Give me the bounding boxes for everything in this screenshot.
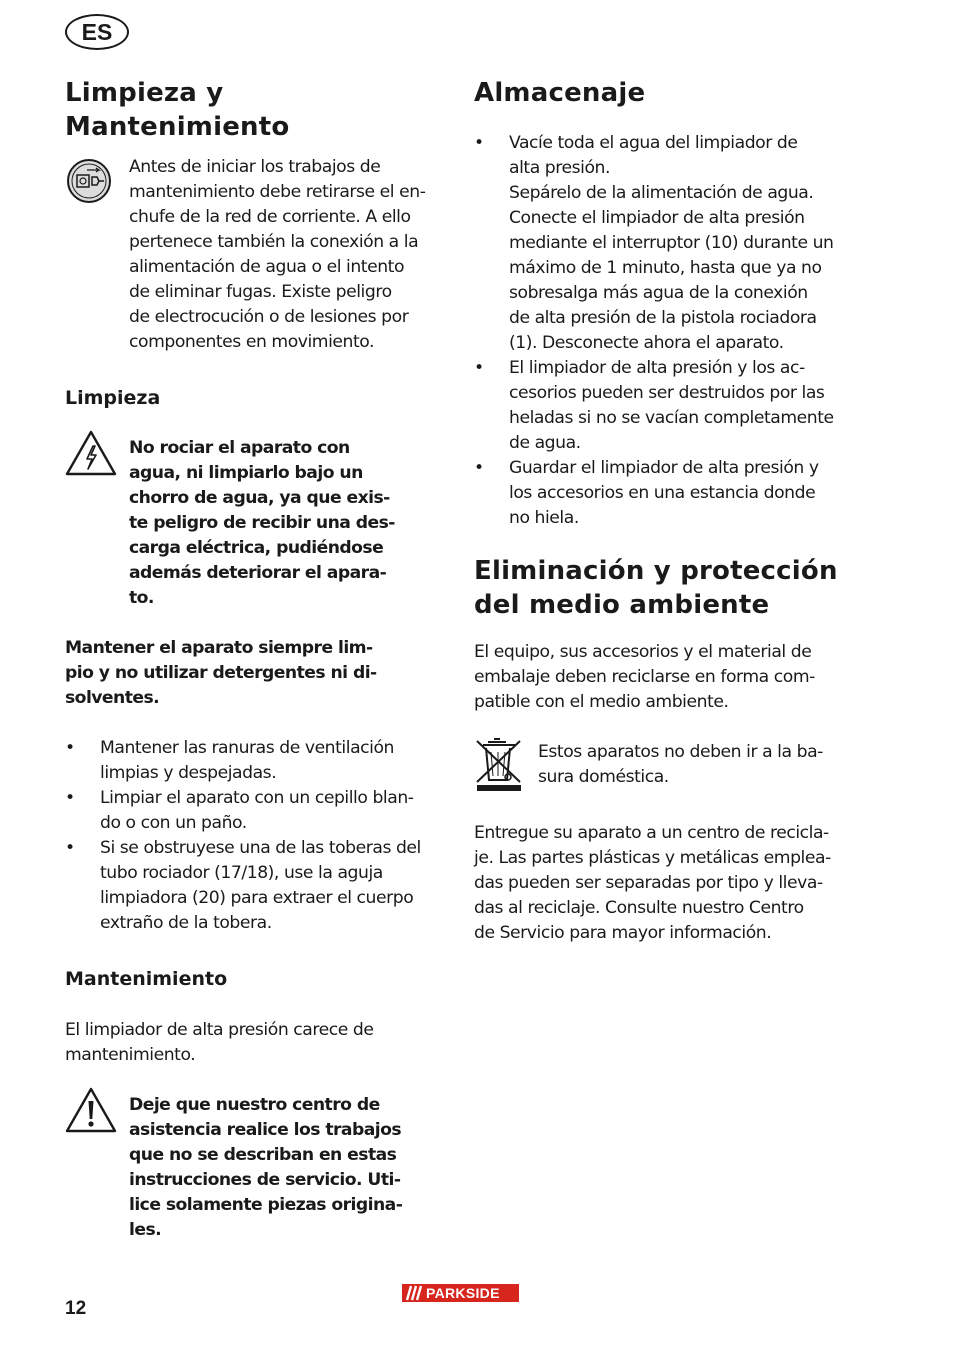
text-line: los accesorios en una estancia donde (509, 483, 816, 503)
text-line: • Guardar el limpiador de alta presión y (509, 458, 819, 478)
text-line: je. Las partes plásticas y metálicas emplea- (474, 848, 831, 868)
storage-list (474, 131, 864, 531)
text-line: de electrocución o de lesiones por (129, 307, 409, 327)
disposal-section-title (474, 554, 864, 622)
text-line: cesorios pueden ser destruidos por las (509, 383, 825, 403)
text-line: de eliminar fugas. Existe peligro (129, 282, 392, 302)
text-line: (1). Desconecte ahora el aparato. (509, 333, 784, 353)
language-code: ES (81, 18, 113, 45)
text-line: solventes. (65, 688, 160, 708)
cleaning-heading: Limpieza (65, 387, 161, 409)
title-line: del medio ambiente (474, 590, 770, 620)
language-badge (65, 14, 129, 50)
text-line: sura doméstica. (538, 767, 669, 787)
maintenance-text (65, 1018, 450, 1068)
text-line: • Limpiar el aparato con un cepillo blan- (100, 788, 414, 808)
list-item (65, 736, 450, 786)
text-line: El equipo, sus accesorios y el material de (474, 642, 812, 662)
text-line: mantenimiento. (65, 1045, 196, 1065)
electric-warning-text (129, 436, 450, 611)
text-line: instrucciones de servicio. Uti- (129, 1170, 401, 1190)
text-line: das al reciclaje. Consulte nuestro Centro (474, 898, 804, 918)
text-line: to. (129, 588, 154, 608)
text-line: componentes en movimiento. (129, 332, 375, 352)
text-line: de alta presión de la pistola rociadora (509, 308, 817, 328)
text-line: Mantener el aparato siempre lim- (65, 638, 373, 658)
text-line: pertenece también la conexión a la (129, 232, 419, 252)
warning-exclamation-icon (65, 1093, 129, 1137)
text-line: Deje que nuestro centro de (129, 1095, 380, 1115)
text-line: chufe de la red de corriente. A ello (129, 207, 411, 227)
text-line: tubo rociador (17/18), use la aguja (100, 863, 383, 883)
electric-hazard-icon (65, 436, 129, 480)
text-line: mediante el interruptor (10) durante un (509, 233, 834, 253)
service-warning-text (129, 1093, 450, 1243)
text-line: Sepárelo de la alimentación de agua. (509, 183, 814, 203)
list-item (65, 836, 450, 936)
service-warning (65, 1093, 450, 1243)
text-line: • Vacíe toda el agua del limpiador de (509, 133, 798, 153)
keep-clean-text (65, 636, 450, 711)
text-line: sobresalga más agua de la conexión (509, 283, 808, 303)
text-line: no hiela. (509, 508, 579, 528)
text-line: das pueden ser separadas por tipo y lleva- (474, 873, 823, 893)
text-line: extraño de la tobera. (100, 913, 272, 933)
unplug-notice (65, 155, 450, 355)
unplug-text (129, 155, 450, 355)
text-line: heladas si no se vacían completamente (509, 408, 834, 428)
text-line: de Servicio para mayor información. (474, 923, 772, 943)
text-line: Conecte el limpiador de alta presión (509, 208, 805, 228)
unplug-plug-icon (65, 155, 129, 209)
text-line: • Mantener las ranuras de ventilación (100, 738, 394, 758)
text-line: El limpiador de alta presión carece de (65, 1020, 374, 1040)
electric-warning (65, 436, 450, 611)
title-line: Mantenimiento (65, 112, 290, 142)
text-line: do o con un paño. (100, 813, 247, 833)
list-item (474, 356, 864, 456)
text-line: pio y no utilizar detergentes ni di- (65, 663, 377, 683)
recycle-text (474, 821, 864, 946)
text-line: patible con el medio ambiente. (474, 692, 729, 712)
text-line: de agua. (509, 433, 581, 453)
text-line: carga eléctrica, pudiéndose (129, 538, 384, 558)
text-line: Antes de iniciar los trabajos de (129, 157, 381, 177)
title-line: Eliminación y protección (474, 556, 838, 586)
left-column (65, 76, 450, 1243)
title-line: Limpieza y (65, 78, 224, 108)
right-column (474, 76, 864, 946)
text-line: No rociar el aparato con (129, 438, 350, 458)
list-item (474, 456, 864, 531)
text-line: te peligro de recibir una des- (129, 513, 395, 533)
weee-notice (474, 740, 864, 796)
brand-logo (402, 1284, 519, 1302)
list-item (65, 786, 450, 836)
text-line: les. (129, 1220, 162, 1240)
text-line: lice solamente piezas origina- (129, 1195, 403, 1215)
text-line: embalaje deben reciclarse en forma com- (474, 667, 815, 687)
brand-stripes-icon (402, 1284, 426, 1302)
text-line: • Si se obstruyese una de las toberas del (100, 838, 421, 858)
brand-name: PARKSIDE (426, 1285, 500, 1301)
page-number: 12 (65, 1298, 87, 1319)
storage-section-title: Almacenaje (474, 78, 646, 108)
text-line: • El limpiador de alta presión y los ac- (509, 358, 805, 378)
text-line: asistencia realice los trabajos (129, 1120, 402, 1140)
text-line: máximo de 1 minuto, hasta que ya no (509, 258, 822, 278)
text-line: mantenimiento debe retirarse el en- (129, 182, 426, 202)
text-line: limpias y despejadas. (100, 763, 277, 783)
list-item (474, 131, 864, 356)
text-line: además deteriorar el apara- (129, 563, 387, 583)
text-line: alimentación de agua o el intento (129, 257, 405, 277)
disposal-intro (474, 640, 864, 715)
text-line: Estos aparatos no deben ir a la ba- (538, 742, 823, 762)
text-line: Entregue su aparato a un centro de recicla- (474, 823, 829, 843)
text-line: limpiadora (20) para extraer el cuerpo (100, 888, 414, 908)
text-line: que no se describan en estas (129, 1145, 397, 1165)
crossed-bin-icon (474, 740, 538, 796)
cleaning-list (65, 736, 450, 936)
weee-text (538, 740, 864, 790)
text-line: agua, ni limpiarlo bajo un (129, 463, 363, 483)
maintenance-section-title (65, 76, 450, 144)
maintenance-heading: Mantenimiento (65, 968, 228, 990)
text-line: alta presión. (509, 158, 610, 178)
text-line: chorro de agua, ya que exis- (129, 488, 390, 508)
